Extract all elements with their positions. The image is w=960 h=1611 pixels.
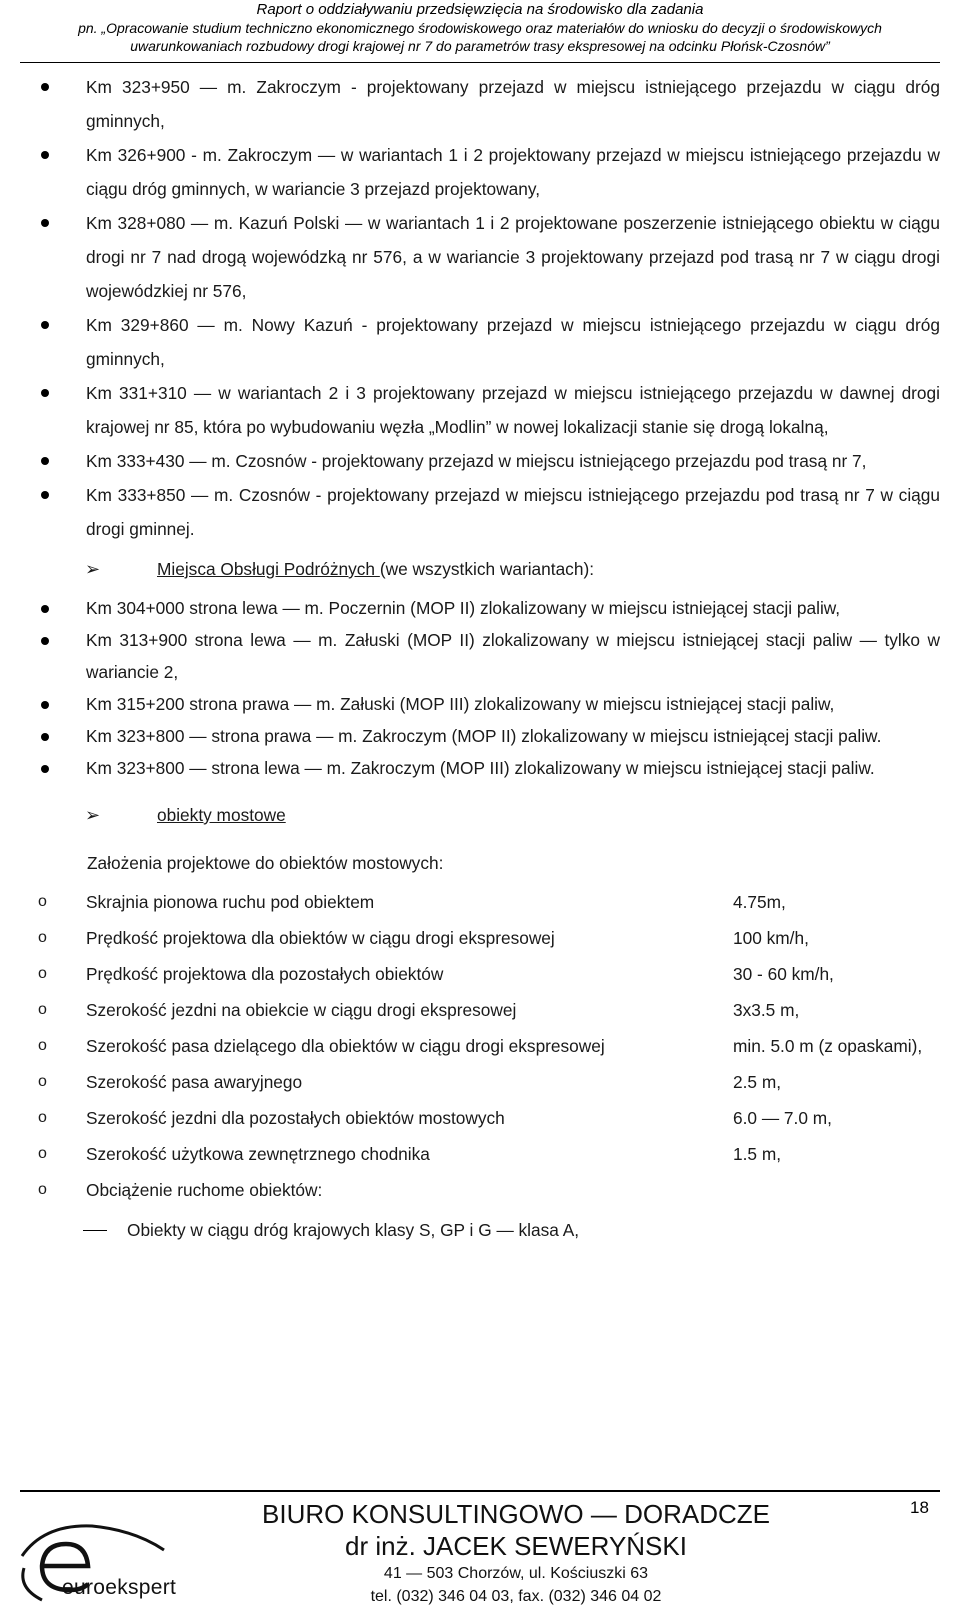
spec-row: [0, 1172, 960, 1208]
bridges-title: obiekty mostowe: [157, 805, 286, 825]
bullet-dot: [41, 733, 49, 741]
spec-row: [0, 1064, 960, 1100]
header-line-1: Raport o oddziaływaniu przedsięwzięcia na środowisko dla zadania: [256, 1, 704, 18]
spec-row: [0, 956, 960, 992]
spec-value: 2.5 m,: [733, 1072, 782, 1092]
spec-label: Szerokość pasa awaryjnego: [86, 1072, 303, 1092]
mop-section-heading: [0, 552, 960, 586]
arrow-bullet-icon: ➢: [85, 805, 101, 825]
list-item: [0, 308, 960, 376]
spec-label: Szerokość jezdni dla pozostałych obiektów mostowych: [86, 1108, 505, 1128]
spec-label: Szerokość jezdni na obiekcie w ciągu drogi ekspresowej: [86, 1000, 517, 1020]
list-item-text: Km 333+850 — m. Czosnów - projektowany przejazd w miejscu istniejącego przejazdu pod trasą nr 7 w ciągu drogi gminnej.: [86, 485, 940, 539]
list-item: [0, 138, 960, 206]
spec-row: [0, 1028, 960, 1064]
list-item: [0, 444, 960, 478]
circle-bullet: o: [38, 929, 47, 946]
spec-row: [0, 884, 960, 920]
bullet-dot: [41, 219, 49, 227]
spec-label: Prędkość projektowa dla pozostałych obiektów: [86, 964, 444, 984]
list-item-text: Km 313+900 strona lewa — m. Załuski (MOP II) zlokalizowany w miejscu istniejącej stacji paliw — tylko w wariancie 2,: [86, 630, 940, 682]
list-item-text: Km 315+200 strona prawa — m. Załuski (MOP III) zlokalizowany w miejscu istniejącej stacji paliw,: [86, 694, 835, 714]
spec-label: Obciążenie ruchome obiektów:: [86, 1180, 323, 1200]
logo-text: euroekspert: [62, 1576, 177, 1599]
bullet-dot: [41, 765, 49, 773]
list-item-text: Km 326+900 - m. Zakroczym — w wariantach 1 i 2 projektowany przejazd w miejscu istniejącego przejazdu w ciągu dróg gminnych, w wariancie 3 przejazd projektowany,: [86, 145, 940, 199]
circle-bullet: o: [38, 1037, 47, 1054]
spec-value: min. 5.0 m (z opaskami),: [733, 1036, 923, 1056]
spec-label: Skrajnia pionowa ruchu pod obiektem: [86, 892, 375, 912]
list-item: [0, 592, 960, 624]
firm-contact: tel. (032) 346 04 03, fax. (032) 346 04 02: [370, 1588, 662, 1605]
arrow-bullet-icon: ➢: [85, 559, 101, 579]
spec-row: [0, 920, 960, 956]
page-content: [0, 70, 960, 1248]
mop-title-rest: (we wszystkich wariantach):: [379, 559, 594, 579]
bullet-dot: [41, 457, 49, 465]
spec-value: 6.0 — 7.0 m,: [733, 1108, 832, 1128]
bridges-section-heading: [0, 798, 960, 832]
list-item-text: Km 304+000 strona lewa — m. Poczernin (MOP II) zlokalizowany w miejscu istniejącej stacji paliw,: [86, 598, 841, 618]
sub-list-item-text: Obiekty w ciągu dróg krajowych klasy S, GP i G — klasa A,: [127, 1220, 580, 1240]
firm-name: BIURO KONSULTINGOWO — DORADCZE: [262, 1499, 770, 1529]
header-line-3: uwarunkowaniach rozbudowy drogi krajowej nr 7 do parametrów trasy ekspresowej na odcinku Płońsk-Czosnów”: [130, 38, 830, 54]
spec-row: [0, 1100, 960, 1136]
spec-label: Prędkość projektowa dla obiektów w ciągu drogi ekspresowej: [86, 928, 555, 948]
bullet-dot: [41, 701, 49, 709]
list-item-text: Km 323+800 — strona prawa — m. Zakroczym (MOP II) zlokalizowany w miejscu istniejącej stacji paliw.: [86, 726, 882, 746]
bullet-dot: [41, 321, 49, 329]
circle-bullet: o: [38, 893, 47, 910]
list-item-text: Km 331+310 — w wariantach 2 i 3 projektowany przejazd w miejscu istniejącego przejazdu w dawnej drogi krajowej nr 85, która po wybudowaniu węzła „Modlin” w nowej lokalizacji stanie się drogą lokalną,: [86, 383, 940, 437]
spec-value: 1.5 m,: [733, 1144, 782, 1164]
list-item-text: Km 328+080 — m. Kazuń Polski — w wariantach 1 i 2 projektowane poszerzenie istniejącego obiektu w ciągu drogi nr 7 nad drogą wojewódzką nr 576, a w wariancie 3 projektowany przejazd pod trasą nr 7 w ciągu drogi wojewódzkiej nr 576,: [86, 213, 940, 301]
page-number: 18: [910, 1498, 929, 1517]
list-item: [0, 206, 960, 308]
bullet-dot: [41, 637, 49, 645]
spec-value: 100 km/h,: [733, 928, 809, 948]
list-item-text: Km 323+950 — m. Zakroczym - projektowany przejazd w miejscu istniejącego przejazdu w ciągu dróg gminnych,: [86, 77, 940, 131]
list-item-text: Km 333+430 — m. Czosnów - projektowany przejazd w miejscu istniejącego przejazdu pod trasą nr 7,: [86, 451, 867, 471]
header-line-2: pn. „Opracowanie studium techniczno ekonomicznego środowiskowego oraz materiałów do wniosku do decyzji o środowiskowych: [78, 20, 882, 36]
list-item: [0, 720, 960, 752]
list-item-text: Km 329+860 — m. Nowy Kazuń - projektowany przejazd w miejscu istniejącego przejazdu w ciągu dróg gminnych,: [86, 315, 940, 369]
dash-bullet: [83, 1230, 107, 1231]
page-header: [0, 0, 960, 66]
bridges-intro: Założenia projektowe do obiektów mostowych:: [87, 853, 444, 873]
list-item-text: Km 323+800 — strona lewa — m. Zakroczym (MOP III) zlokalizowany w miejscu istniejącej stacji paliw.: [86, 758, 875, 778]
firm-owner: dr inż. JACEK SEWERYŃSKI: [345, 1531, 687, 1561]
firm-info: [186, 1498, 846, 1608]
circle-bullet: o: [38, 1073, 47, 1090]
list-item: [0, 376, 960, 444]
bullet-dot: [41, 151, 49, 159]
header-rule: [20, 62, 940, 63]
list-item: [0, 70, 960, 138]
spec-value: 3x3.5 m,: [733, 1000, 800, 1020]
list-item: [0, 478, 960, 546]
bullet-dot: [41, 83, 49, 91]
euroekspert-logo: [14, 1516, 176, 1606]
list-item: [0, 624, 960, 688]
circle-bullet: o: [38, 1001, 47, 1018]
spec-row: [0, 1136, 960, 1172]
footer-rule: [20, 1490, 940, 1492]
circle-bullet: o: [38, 1109, 47, 1126]
crossings-list: [0, 70, 960, 546]
circle-bullet: o: [38, 1145, 47, 1162]
spec-row: [0, 992, 960, 1028]
list-item: [0, 752, 960, 784]
sub-list-item: [0, 1212, 960, 1248]
mop-title: Miejsca Obsługi Podróżnych: [157, 559, 380, 579]
bullet-dot: [41, 491, 49, 499]
spec-list: [0, 884, 960, 1208]
page-footer: [0, 1480, 960, 1609]
firm-address: 41 — 503 Chorzów, ul. Kościuszki 63: [383, 1565, 649, 1582]
circle-bullet: o: [38, 965, 47, 982]
spec-value: 30 - 60 km/h,: [733, 964, 834, 984]
bullet-dot: [41, 389, 49, 397]
spec-label: Szerokość pasa dzielącego dla obiektów w ciągu drogi ekspresowej: [86, 1036, 605, 1056]
circle-bullet: o: [38, 1181, 47, 1198]
list-item: [0, 688, 960, 720]
spec-value: 4.75m,: [733, 892, 786, 912]
spec-label: Szerokość użytkowa zewnętrznego chodnika: [86, 1144, 430, 1164]
mop-list: [0, 592, 960, 784]
bullet-dot: [41, 605, 49, 613]
